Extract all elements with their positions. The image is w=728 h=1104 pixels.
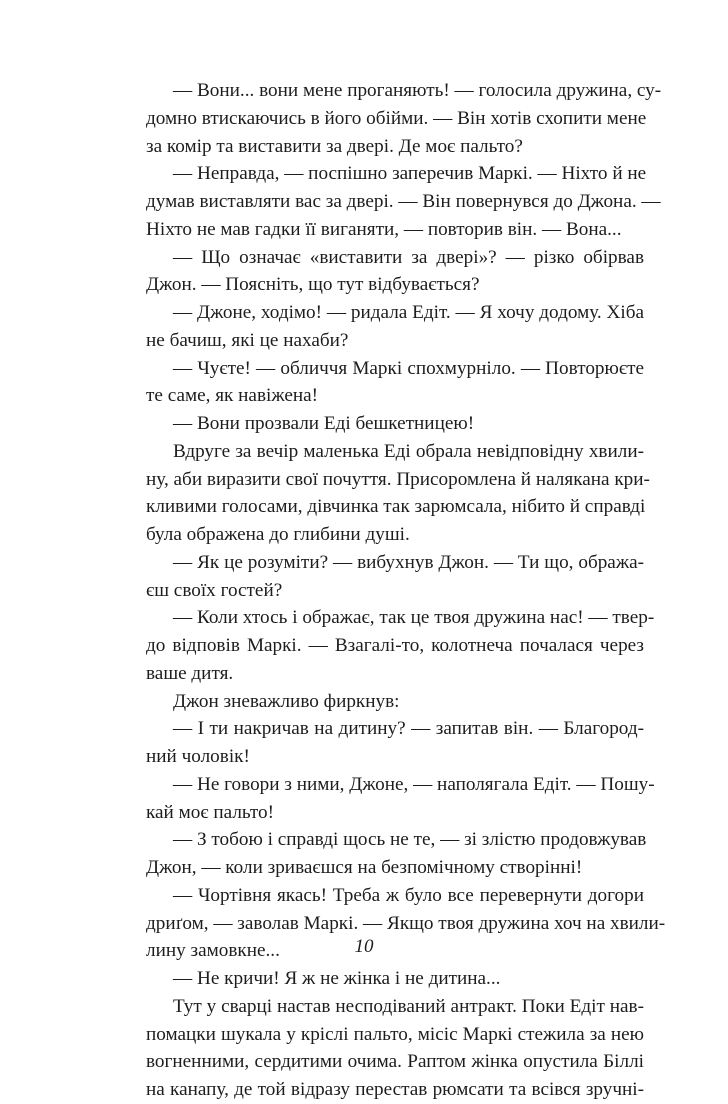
text-line: — Що означає «виставити за двері»? — різко обірвав [173, 246, 644, 268]
text-line: єш своїх гостей? [146, 579, 283, 601]
text-line: — Неправда, — поспішно заперечив Маркі. — Ніхто й не [173, 163, 647, 185]
text-line: Тут у сварці настав несподіваний антракт. Поки Едіт нав- [173, 995, 644, 1017]
text-line: думав виставляти вас за двері. — Він повернувся до Джона. — [146, 191, 661, 212]
text-line: — Не говори з ними, Джоне, — наполягала Едіт. — Пошу- [173, 773, 655, 795]
text-line: — З тобою і справді щось не те, — зі злістю продовжував [173, 829, 647, 851]
text-line: ний чоловік! [146, 746, 250, 767]
text-line: лину замовкне... [146, 940, 280, 962]
text-line: кай моє пальто! [146, 801, 275, 823]
text-line: помацки шукала у кріслі пальто, місіс Маркі стежила за нею [146, 1023, 644, 1045]
text-line: за комір та виставити за двері. Де моє пальто? [146, 135, 523, 157]
text-line: Джон. — Поясніть, що тут відбувається? [146, 274, 480, 296]
text-line: до відповів Маркі. — Взагалі-то, колотнеча почалася через [146, 635, 644, 656]
text-line: — Коли хтось і ображає, так це твоя дружина нас! — твер- [173, 607, 655, 629]
text-line: — Не кричи! Я ж не жінка і не дитина... [173, 968, 501, 989]
text-line: не бачиш, які це нахаби? [146, 329, 349, 351]
text-line: — Вони прозвали Еді бешкетницею! [173, 413, 475, 434]
text-line: — Чуєте! — обличчя Маркі спохмурніло. — Повторюєте [173, 357, 644, 379]
text-line: дриґом, — заволав Маркі. — Якщо твоя дружина хоч на хвили- [146, 912, 666, 934]
text-line: — Джоне, ходімо! — ридала Едіт. — Я хочу додому. Хіба [173, 302, 644, 323]
text-line: ваше дитя. [146, 662, 234, 684]
page-number: 10 [354, 936, 374, 957]
text-line: Вдруге за вечір маленька Еді обрала невідповідну хвили- [173, 440, 644, 462]
text-line: вогненними, сердитими очима. Раптом жінка опустила Біллі [146, 1051, 644, 1073]
text-line: Джон зневажливо фиркнув: [173, 690, 400, 712]
text-line: на канапу, де той відразу перестав рюмсати та всівся зручні- [146, 1079, 644, 1100]
text-line: те саме, як навіжена! [146, 385, 319, 407]
text-line: Ніхто не мав гадки її виганяти, — повторив він. — Вона... [146, 218, 622, 240]
text-line: — Вони... вони мене проганяють! — голосила дружина, су- [173, 80, 662, 101]
text-line: була ображена до глибини душі. [146, 524, 410, 545]
text-line: кливими голосами, дівчинка так зарюмсала, нібито й справді [146, 496, 646, 518]
text-line: — Як це розуміти? — вибухнув Джон. — Ти що, обража- [173, 551, 644, 573]
text-line: Джон, — коли зриваєшся на безпомічному створінні! [146, 857, 583, 878]
text-line: — Чортівня якась! Треба ж було все перевернути догори [173, 884, 644, 906]
text-line: — І ти накричав на дитину? — запитав він. — Благород- [173, 718, 644, 740]
text-line: ну, аби виразити свої почуття. Присоромлена й налякана кри- [146, 468, 650, 490]
text-line: домно втискаючись в його обійми. — Він хотів схопити мене [146, 107, 647, 129]
